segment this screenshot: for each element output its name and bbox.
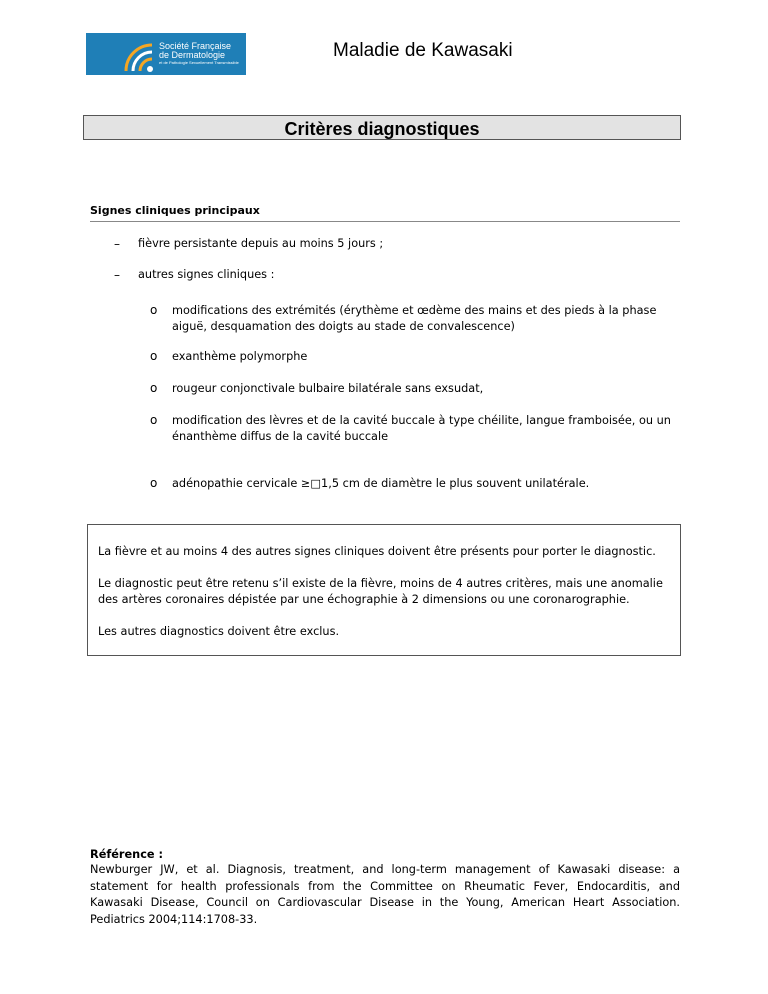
list-item: fièvre persistante depuis au moins 5 jours ; (138, 237, 384, 250)
list-item: exanthème polymorphe (172, 350, 308, 363)
logo-line-3: et de Pathologie Sexuellement Transmissible (159, 60, 239, 65)
circle-bullet: o (150, 381, 158, 395)
criteria-paragraph: Les autres diagnostics doivent être exclus. (98, 625, 340, 638)
logo-line-2: de Dermatologie (159, 50, 226, 60)
criteria-paragraph: Le diagnostic peut être retenu s’il existe de la fièvre, moins de 4 autres critères, mais une anomalie des artères coronaires dépistée par une échographie à 2 dimensions ou une coronarographie. (98, 577, 663, 606)
page-title: Maladie de Kawasaki (333, 40, 513, 61)
reference-text: Newburger JW, et al. Diagnosis, treatment, and long-term management of Kawasaki disease: a statement for health professionals from the Committee on Rheumatic Fever, Endocarditis, and Kawasaki Disease, Council on Cardiovascular Disease in the Young, American Heart Association. Pediatrics 2004;114:1708-33. (90, 863, 680, 926)
circle-bullet: o (150, 413, 158, 427)
circle-bullet: o (150, 349, 158, 363)
list-item: autres signes cliniques : (138, 268, 275, 281)
section-title: Critères diagnostiques (284, 119, 480, 139)
logo-line-1: Société Française (159, 41, 232, 51)
diagnostic-criteria-box (87, 524, 681, 656)
criteria-paragraph: La fièvre et au moins 4 des autres signes cliniques doivent être présents pour porter le diagnostic. (98, 545, 656, 558)
list-item: modifications des extrémités (érythème et œdème des mains et des pieds à la phase aiguë, desquamation des doigts au stade de convalescence) (172, 304, 657, 333)
circle-bullet: o (150, 303, 158, 317)
wifi-waves-icon (86, 33, 158, 75)
dash-bullet: – (114, 237, 120, 251)
sfd-logo (86, 33, 246, 75)
clinical-signs-heading: Signes cliniques principaux (90, 204, 680, 222)
circle-bullet: o (150, 476, 158, 490)
logo-text (159, 42, 239, 66)
reference-title: Référence : (90, 848, 164, 861)
list-item: adénopathie cervicale ≥□1,5 cm de diamètre le plus souvent unilatérale. (172, 477, 590, 490)
list-item: rougeur conjonctivale bulbaire bilatérale sans exsudat, (172, 382, 484, 395)
section-title-box (83, 115, 681, 140)
list-item: modification des lèvres et de la cavité buccale à type chéilite, langue framboisée, ou un énanthème diffus de la cavité buccale (172, 414, 671, 443)
dash-bullet: – (114, 268, 120, 282)
